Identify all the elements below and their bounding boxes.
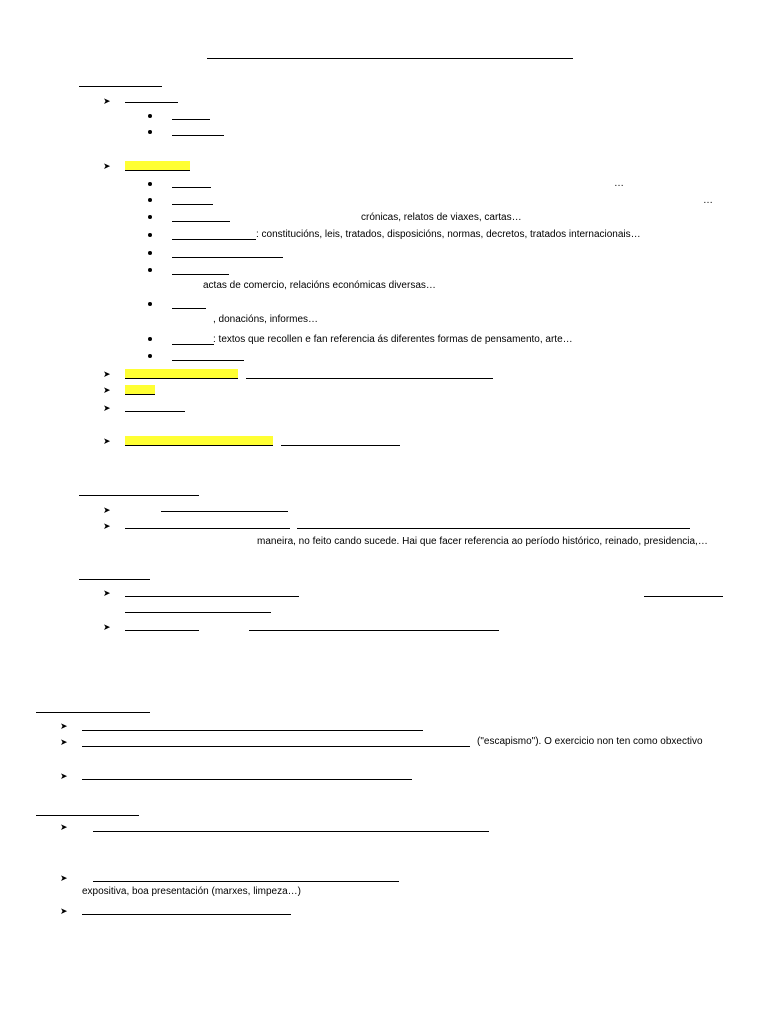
item-line [125, 411, 185, 412]
item-line [82, 730, 423, 731]
arrow-bullet-icon: ➤ [60, 721, 68, 731]
arrow-bullet-icon: ➤ [60, 737, 68, 747]
dot-bullet-icon [148, 198, 152, 202]
dot-bullet-icon [148, 215, 152, 219]
section-heading-line [36, 815, 139, 816]
arrow-bullet-icon: ➤ [103, 622, 111, 632]
item-line [125, 630, 199, 631]
section-heading-line [79, 86, 162, 87]
item-line [297, 528, 690, 529]
arrow-bullet-icon: ➤ [60, 771, 68, 781]
item-line [125, 596, 299, 597]
body-text: actas de comercio, relacións económicas diversas… [203, 280, 436, 291]
arrow-bullet-icon: ➤ [103, 436, 111, 446]
body-text: , donacións, informes… [213, 314, 319, 325]
item-line [172, 135, 224, 136]
dot-bullet-icon [148, 182, 152, 186]
item-line [125, 102, 178, 103]
body-text: : textos que recollen e fan referencia ás diferentes formas de pensamento, arte… [213, 334, 573, 345]
dot-bullet-icon [148, 130, 152, 134]
ellipsis-text: … [614, 178, 624, 189]
item-line [172, 360, 244, 361]
item-line [172, 274, 229, 275]
highlighted-heading [125, 385, 155, 394]
arrow-bullet-icon: ➤ [60, 873, 68, 883]
arrow-bullet-icon: ➤ [103, 403, 111, 413]
item-line [125, 612, 271, 613]
section-heading-line [79, 495, 199, 496]
ellipsis-text: … [703, 195, 713, 206]
body-text: maneira, no feito cando sucede. Hai que facer referencia ao período histórico, reinado, presidencia,… [257, 536, 708, 547]
item-line [172, 204, 213, 205]
arrow-bullet-icon: ➤ [103, 369, 111, 379]
item-line [172, 187, 211, 188]
item-line [172, 239, 256, 240]
arrow-bullet-icon: ➤ [103, 96, 111, 106]
page-title-line [207, 58, 573, 59]
item-line [172, 344, 214, 345]
arrow-bullet-icon: ➤ [60, 906, 68, 916]
item-line [644, 596, 723, 597]
arrow-bullet-icon: ➤ [103, 505, 111, 515]
item-line [93, 881, 399, 882]
arrow-bullet-icon: ➤ [103, 588, 111, 598]
body-text: ("escapismo"). O exercicio non ten como obxectivo [477, 736, 703, 747]
item-line [249, 630, 499, 631]
body-text: : constitucións, leis, tratados, disposicións, normas, decretos, tratados internacionais… [256, 229, 641, 240]
item-line [172, 257, 283, 258]
section-heading-line [36, 712, 150, 713]
dot-bullet-icon [148, 114, 152, 118]
item-line [125, 528, 290, 529]
dot-bullet-icon [148, 302, 152, 306]
highlighted-heading [125, 436, 273, 445]
item-line [281, 445, 400, 446]
item-line [93, 831, 489, 832]
dot-bullet-icon [148, 268, 152, 272]
dot-bullet-icon [148, 233, 152, 237]
body-text: crónicas, relatos de viaxes, cartas… [361, 212, 522, 223]
item-line [82, 914, 291, 915]
highlighted-heading [125, 161, 190, 170]
arrow-bullet-icon: ➤ [103, 161, 111, 171]
item-line [246, 378, 493, 379]
item-line [172, 221, 230, 222]
section-heading-line [79, 579, 150, 580]
item-line [172, 119, 210, 120]
highlighted-heading [125, 369, 238, 378]
dot-bullet-icon [148, 251, 152, 255]
arrow-bullet-icon: ➤ [103, 385, 111, 395]
item-line [172, 308, 206, 309]
item-line [161, 511, 288, 512]
dot-bullet-icon [148, 337, 152, 341]
body-text: expositiva, boa presentación (marxes, limpeza…) [82, 886, 301, 897]
item-line [82, 779, 412, 780]
arrow-bullet-icon: ➤ [103, 521, 111, 531]
item-line [82, 746, 470, 747]
dot-bullet-icon [148, 354, 152, 358]
arrow-bullet-icon: ➤ [60, 822, 68, 832]
